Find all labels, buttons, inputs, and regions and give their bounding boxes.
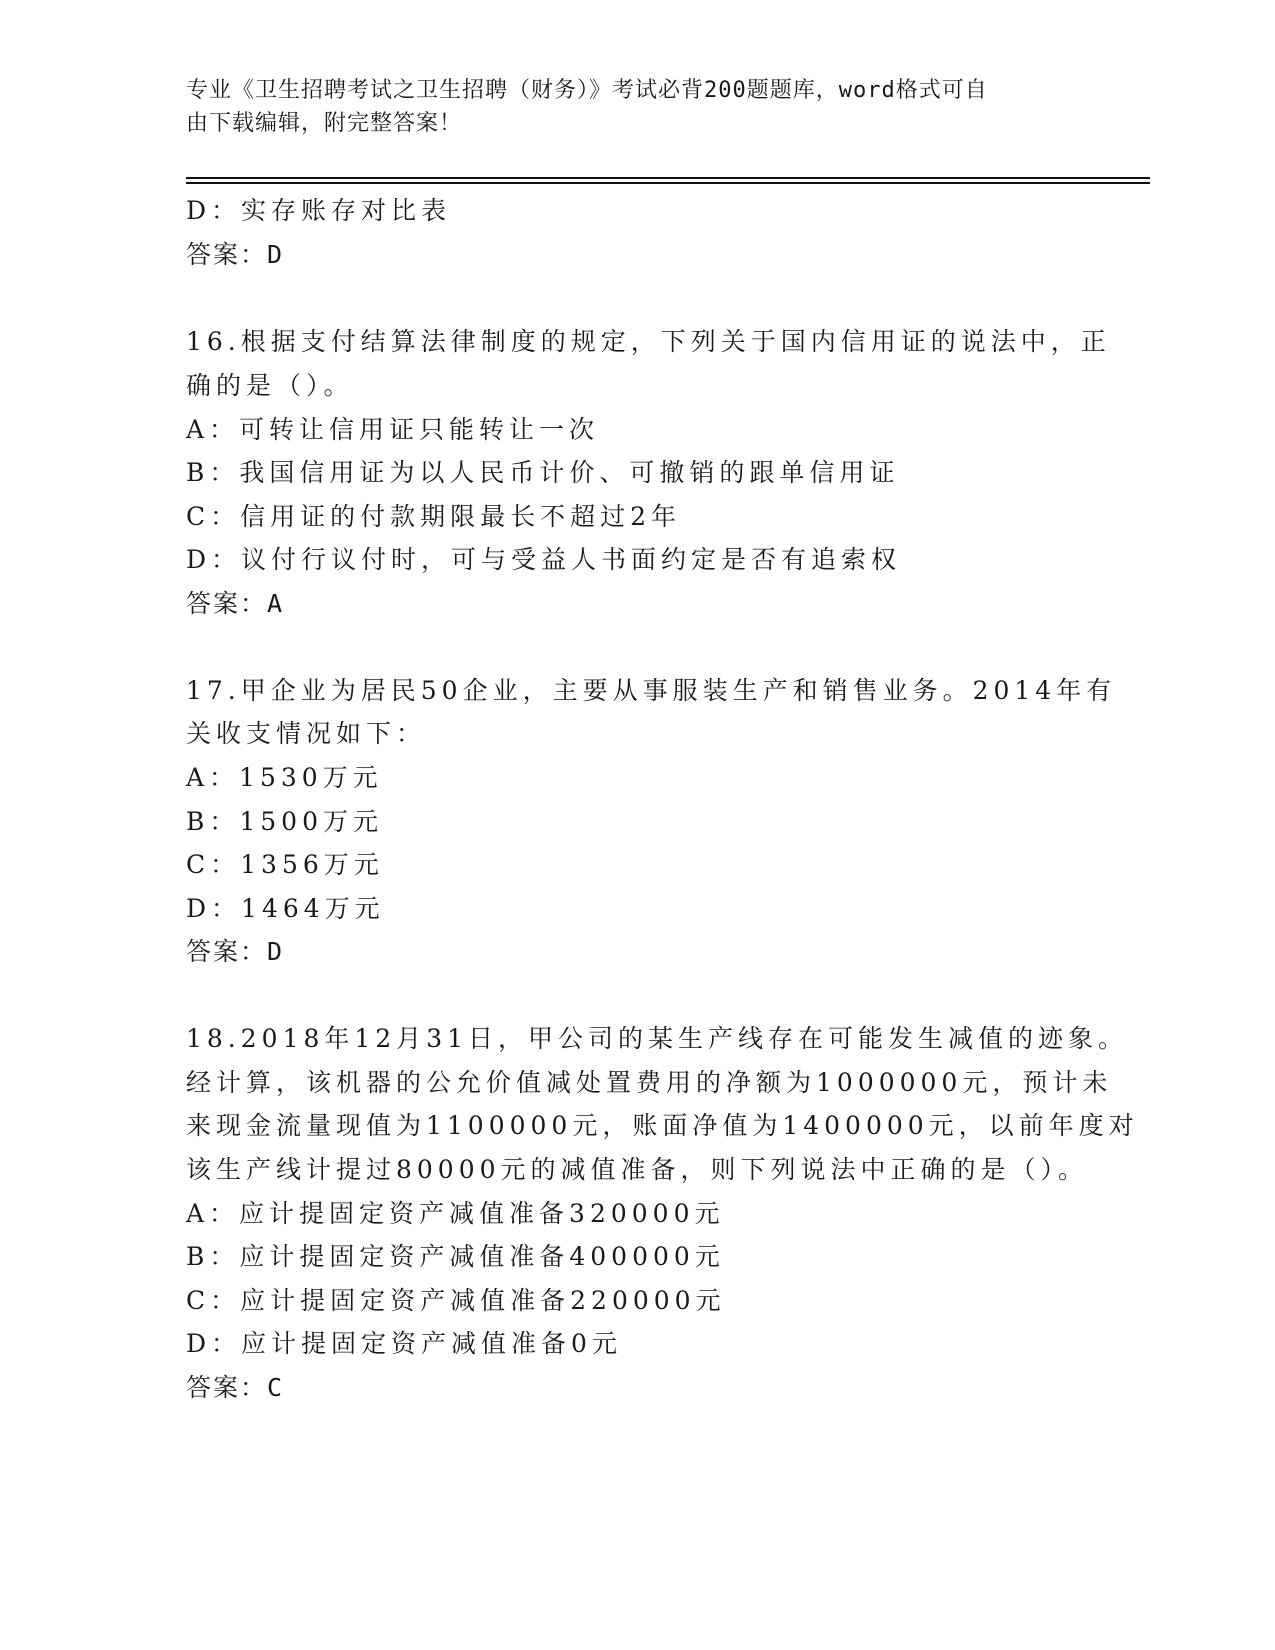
q17-option-d: D：1464万元 — [186, 894, 385, 923]
q18-stem-line-3: 来现金流量现值为1100000元，账面净值为1400000元，以前年度对 — [186, 1111, 1139, 1140]
q18-option-b: B：应计提固定资产减值准备400000元 — [186, 1242, 725, 1271]
q16-answer: 答案：A — [186, 589, 285, 618]
q18-stem-line-2: 经计算，该机器的公允价值减处置费用的净额为1000000元，预计未 — [186, 1068, 1113, 1097]
q18-option-c: C：应计提固定资产减值准备220000元 — [186, 1286, 726, 1315]
q17-option-c: C：1356万元 — [186, 850, 384, 879]
q17-option-b: B：1500万元 — [186, 807, 383, 836]
q16-option-a: A：可转让信用证只能转让一次 — [186, 415, 600, 444]
header-rule-bottom — [186, 182, 1150, 184]
q16-option-d: D：议付行议付时，可与受益人书面约定是否有追索权 — [186, 545, 902, 574]
q18-stem-line-4: 该生产线计提过80000元的减值准备，则下列说法中正确的是（）。 — [186, 1155, 1089, 1184]
q17-answer: 答案：D — [186, 937, 285, 966]
q18-answer: 答案：C — [186, 1373, 285, 1402]
q18-option-a: A：应计提固定资产减值准备320000元 — [186, 1199, 725, 1228]
q15-option-d: D：实存账存对比表 — [186, 196, 452, 225]
q18-stem-line-1: 18.2018年12月31日，甲公司的某生产线存在可能发生减值的迹象。 — [186, 1024, 1129, 1053]
q16-stem-line-1: 16.根据支付结算法律制度的规定，下列关于国内信用证的说法中，正 — [186, 327, 1111, 356]
document-header — [186, 74, 1066, 140]
q16-stem-line-2: 确的是（）。 — [186, 371, 354, 400]
header-line-1: 专业《卫生招聘考试之卫生招聘（财务）》考试必背200题题库，word格式可自 — [186, 78, 988, 103]
q18-option-d: D：应计提固定资产减值准备0元 — [186, 1329, 622, 1358]
q17-stem-line-1: 17.甲企业为居民50企业，主要从事服装生产和销售业务。2014年有 — [186, 676, 1117, 705]
q15-answer: 答案：D — [186, 240, 285, 269]
q16-option-c: C：信用证的付款期限最长不超过2年 — [186, 502, 682, 531]
q17-stem-line-2: 关收支情况如下： — [186, 719, 427, 748]
header-line-2: 由下载编辑，附完整答案！ — [186, 111, 463, 136]
header-rule-top — [186, 177, 1150, 179]
q16-option-b: B：我国信用证为以人民币计价、可撤销的跟单信用证 — [186, 458, 900, 487]
q17-option-a: A：1530万元 — [186, 763, 383, 792]
